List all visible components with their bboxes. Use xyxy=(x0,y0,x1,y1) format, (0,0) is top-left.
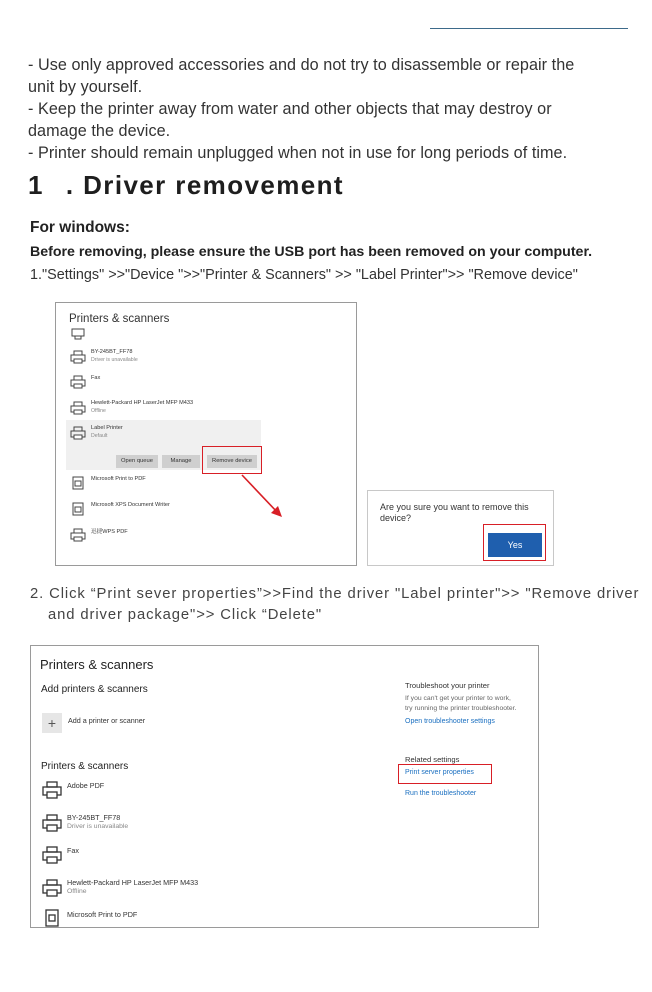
pdf-printer-icon xyxy=(70,476,86,490)
pointer-arrow-icon xyxy=(236,471,286,519)
printer-icon xyxy=(42,814,62,832)
safety-line-2: - Keep the printer away from water and other objects that may destroy or xyxy=(28,100,552,118)
printer-name[interactable]: Hewlett-Packard HP LaserJet MFP M433 xyxy=(67,878,199,887)
add-printers-heading: Add printers & scanners xyxy=(41,684,148,695)
printer-icon xyxy=(42,846,62,864)
printer-icon xyxy=(70,375,86,389)
printer-name[interactable]: BY-245BT_FF78 xyxy=(67,813,121,822)
printer-icon xyxy=(70,401,86,415)
run-troubleshooter-link[interactable]: Run the troubleshooter xyxy=(405,790,477,797)
printer-name[interactable]: 迅捷WPS PDF xyxy=(91,529,128,535)
open-queue-button[interactable]: Open queue xyxy=(116,455,158,468)
step-1: 1."Settings" >>"Device ">>"Printer & Scanners" >> "Label Printer">> "Remove device" xyxy=(30,267,578,283)
print-server-properties-link[interactable]: Print server properties xyxy=(405,769,474,776)
confirm-question: Are you sure you want to remove this device? xyxy=(380,502,529,523)
usb-note: Before removing, please ensure the USB port has been removed on your computer. xyxy=(30,244,593,260)
pdf-printer-icon xyxy=(70,502,86,516)
print-server-screenshot xyxy=(30,645,539,928)
printer-name-label-printer[interactable]: Label Printer xyxy=(91,425,123,431)
step-2: 2. Click “Print sever properties”>>Find the driver "Label printer">> "Remove driver xyxy=(30,586,640,602)
printer-icon xyxy=(70,528,86,542)
printer-name[interactable]: Fax xyxy=(91,375,101,381)
open-troubleshooter-link[interactable]: Open troubleshooter settings xyxy=(405,718,495,725)
section-number: 1 xyxy=(28,170,44,200)
printers-settings-screenshot xyxy=(55,302,357,566)
printer-name[interactable]: Microsoft Print to PDF xyxy=(91,476,146,482)
printer-icon xyxy=(70,426,86,440)
troubleshoot-heading: Troubleshoot your printer xyxy=(405,681,490,690)
safety-line-1-cont: unit by yourself. xyxy=(28,78,143,96)
section-title: . Driver removement xyxy=(65,170,344,200)
printer-status: Offline xyxy=(67,888,87,895)
printer-status: Driver is unavailable xyxy=(91,357,138,363)
header-rule xyxy=(430,28,628,29)
safety-line-3: - Printer should remain unplugged when not in use for long periods of time. xyxy=(28,144,568,162)
printer-name[interactable]: Adobe PDF xyxy=(67,781,105,790)
scanner-icon xyxy=(70,327,86,341)
remove-confirm-dialog xyxy=(367,490,554,566)
printer-status: Default xyxy=(91,433,108,439)
printer-name[interactable]: BY-245BT_FF78 xyxy=(91,349,133,355)
remove-highlight-box xyxy=(202,446,262,474)
add-icon[interactable]: + xyxy=(42,713,62,733)
printer-icon xyxy=(42,879,62,897)
printer-icon xyxy=(70,350,86,364)
add-printer-label[interactable]: Add a printer or scanner xyxy=(68,716,146,725)
step-2-cont: and driver package">> Click “Delete" xyxy=(48,607,323,623)
printer-name[interactable]: Microsoft Print to PDF xyxy=(67,910,138,919)
screenshot-title: Printers & scanners xyxy=(40,657,154,672)
screenshot-title: Printers & scanners xyxy=(69,313,170,325)
yes-highlight-box xyxy=(483,524,546,561)
yes-button[interactable]: Yes xyxy=(488,533,542,557)
printer-name[interactable]: Fax xyxy=(67,846,79,855)
printer-status: Driver is unavailable xyxy=(67,823,129,830)
safety-line-1: - Use only approved accessories and do not try to disassemble or repair the xyxy=(28,56,575,74)
printer-status: Offline xyxy=(91,408,106,414)
printer-name[interactable]: Hewlett-Packard HP LaserJet MFP M433 xyxy=(91,400,194,406)
remove-device-button[interactable]: Remove device xyxy=(207,455,257,468)
pdf-printer-icon xyxy=(42,909,62,927)
windows-subheading: For windows: xyxy=(30,219,130,236)
troubleshoot-text: try running the printer troubleshooter. xyxy=(405,705,517,712)
print-server-highlight-box xyxy=(398,764,492,784)
section-heading xyxy=(28,170,344,201)
troubleshoot-text: If you can't get your printer to work, xyxy=(405,695,511,702)
printer-icon xyxy=(42,781,62,799)
printers-list-heading: Printers & scanners xyxy=(41,761,129,772)
printer-name[interactable]: Microsoft XPS Document Writer xyxy=(91,502,170,508)
safety-line-2-cont: damage the device. xyxy=(28,122,171,140)
related-settings-heading: Related settings xyxy=(405,755,460,764)
manage-button[interactable]: Manage xyxy=(162,455,200,468)
